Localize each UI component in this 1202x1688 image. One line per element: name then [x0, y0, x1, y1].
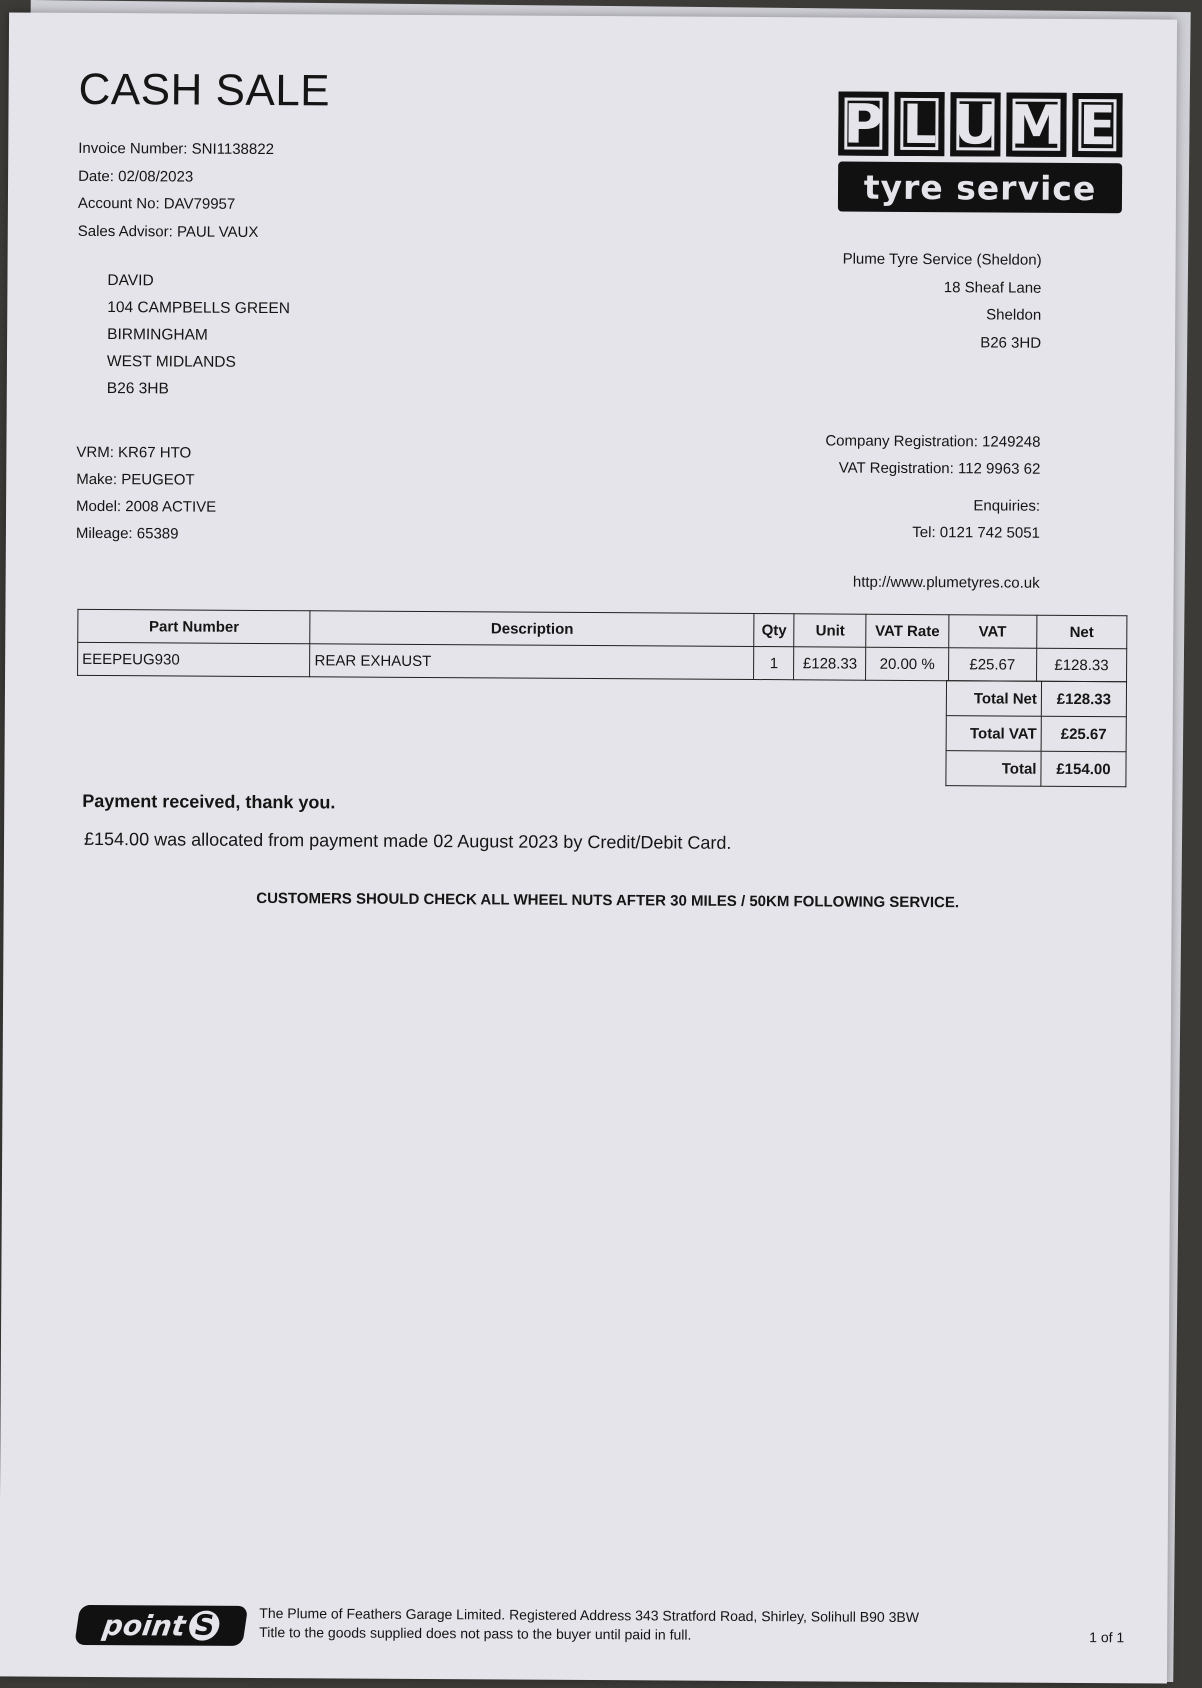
logo-letter: P: [838, 92, 888, 156]
sales-advisor: Sales Advisor: PAUL VAUX: [77, 222, 259, 241]
totals-table: [945, 680, 1127, 787]
registration-info: [825, 427, 1040, 482]
enquiries-label: Enquiries:: [973, 497, 1041, 515]
col-vat: VAT: [948, 615, 1036, 649]
enquiries: [912, 492, 1040, 547]
vehicle-mileage: Mileage: 65389: [75, 524, 179, 543]
grand-total-label: Total: [946, 751, 1041, 787]
total-net-value: £128.33: [1041, 681, 1126, 717]
customer-name: DAVID: [107, 272, 154, 290]
branch-address: [842, 246, 1042, 357]
company-registration: Company Registration: 1249248: [825, 432, 1041, 451]
logo-tagline: tyre service: [838, 162, 1122, 214]
footer-registered-address: The Plume of Feathers Garage Limited. Registered Address 343 Stratford Road, Shirley, Solihull B90 3BW: [259, 1605, 919, 1626]
website-url: http://www.plumetyres.co.uk: [852, 573, 1040, 592]
customer-county: WEST MIDLANDS: [106, 353, 236, 371]
footer-text: [259, 1604, 919, 1646]
vehicle-details: [76, 439, 217, 548]
payment-detail: £154.00 was allocated from payment made 02 August 2023 by Credit/Debit Card.: [83, 828, 732, 853]
grand-total-row: [946, 751, 1126, 787]
col-unit: Unit: [794, 614, 866, 647]
vehicle-model: Model: 2008 ACTIVE: [76, 497, 217, 516]
col-qty: Qty: [754, 614, 794, 647]
vehicle-make: Make: PEUGEOT: [76, 470, 195, 489]
invoice-meta: [78, 135, 274, 246]
cell-unit: £128.33: [794, 647, 866, 680]
invoice-number: Invoice Number: SNI1138822: [78, 139, 274, 159]
cell-vat-rate: 20.00 %: [866, 647, 948, 681]
total-vat-value: £25.67: [1041, 716, 1126, 752]
vat-registration: VAT Registration: 112 9963 62: [838, 459, 1041, 478]
branch-postcode: B26 3HD: [980, 333, 1042, 352]
col-net: Net: [1037, 615, 1127, 649]
payment-heading: Payment received, thank you.: [82, 790, 336, 813]
total-net-row: [946, 681, 1126, 717]
cell-description: REAR EXHAUST: [310, 644, 754, 680]
total-net-label: Total Net: [946, 681, 1041, 717]
invoice-date: Date: 02/08/2023: [78, 167, 194, 186]
logo-letter: E: [1072, 93, 1122, 157]
total-vat-row: [946, 716, 1126, 752]
cell-net: £128.33: [1036, 648, 1126, 682]
page-number: 1 of 1: [1089, 1629, 1125, 1646]
document-title: CASH SALE: [78, 64, 331, 116]
total-vat-label: Total VAT: [946, 716, 1041, 752]
telephone: Tel: 0121 742 5051: [912, 523, 1040, 542]
items-table: [77, 609, 1127, 682]
cell-part-number: EEEPEUG930: [78, 642, 311, 676]
footer-title-clause: Title to the goods supplied does not pass to the buyer until paid in full.: [259, 1624, 692, 1643]
grand-total-value: £154.00: [1041, 751, 1126, 787]
col-vat-rate: VAT Rate: [866, 614, 948, 648]
branch-street: 18 Sheaf Lane: [943, 278, 1042, 297]
logo-letter: U: [950, 92, 1000, 156]
invoice-page: [0, 12, 1177, 1683]
account-number: Account No: DAV79957: [77, 194, 236, 213]
logo-letter: L: [894, 92, 944, 156]
branch-name: Plume Tyre Service (Sheldon): [842, 250, 1042, 269]
point-s-word: point: [100, 1608, 188, 1643]
customer-postcode: B26 3HB: [106, 380, 169, 398]
customer-street: 104 CAMPBELLS GREEN: [107, 299, 290, 318]
logo-letter: M: [1006, 93, 1066, 157]
customer-city: BIRMINGHAM: [107, 326, 208, 344]
point-s-logo: [74, 1605, 248, 1646]
branch-town: Sheldon: [986, 306, 1042, 324]
col-description: Description: [310, 611, 754, 647]
col-part-number: Part Number: [78, 609, 311, 643]
cell-vat: £25.67: [948, 648, 1036, 682]
point-s-mark: S: [187, 1611, 221, 1641]
vehicle-vrm: VRM: KR67 HTO: [76, 443, 192, 462]
table-row: [78, 642, 1127, 681]
wheel-nut-notice: CUSTOMERS SHOULD CHECK ALL WHEEL NUTS AFTER 30 MILES / 50KM FOLLOWING SERVICE.: [256, 889, 960, 912]
customer-address: [107, 267, 290, 403]
cell-qty: 1: [754, 647, 794, 680]
plume-logo: [838, 92, 1123, 214]
